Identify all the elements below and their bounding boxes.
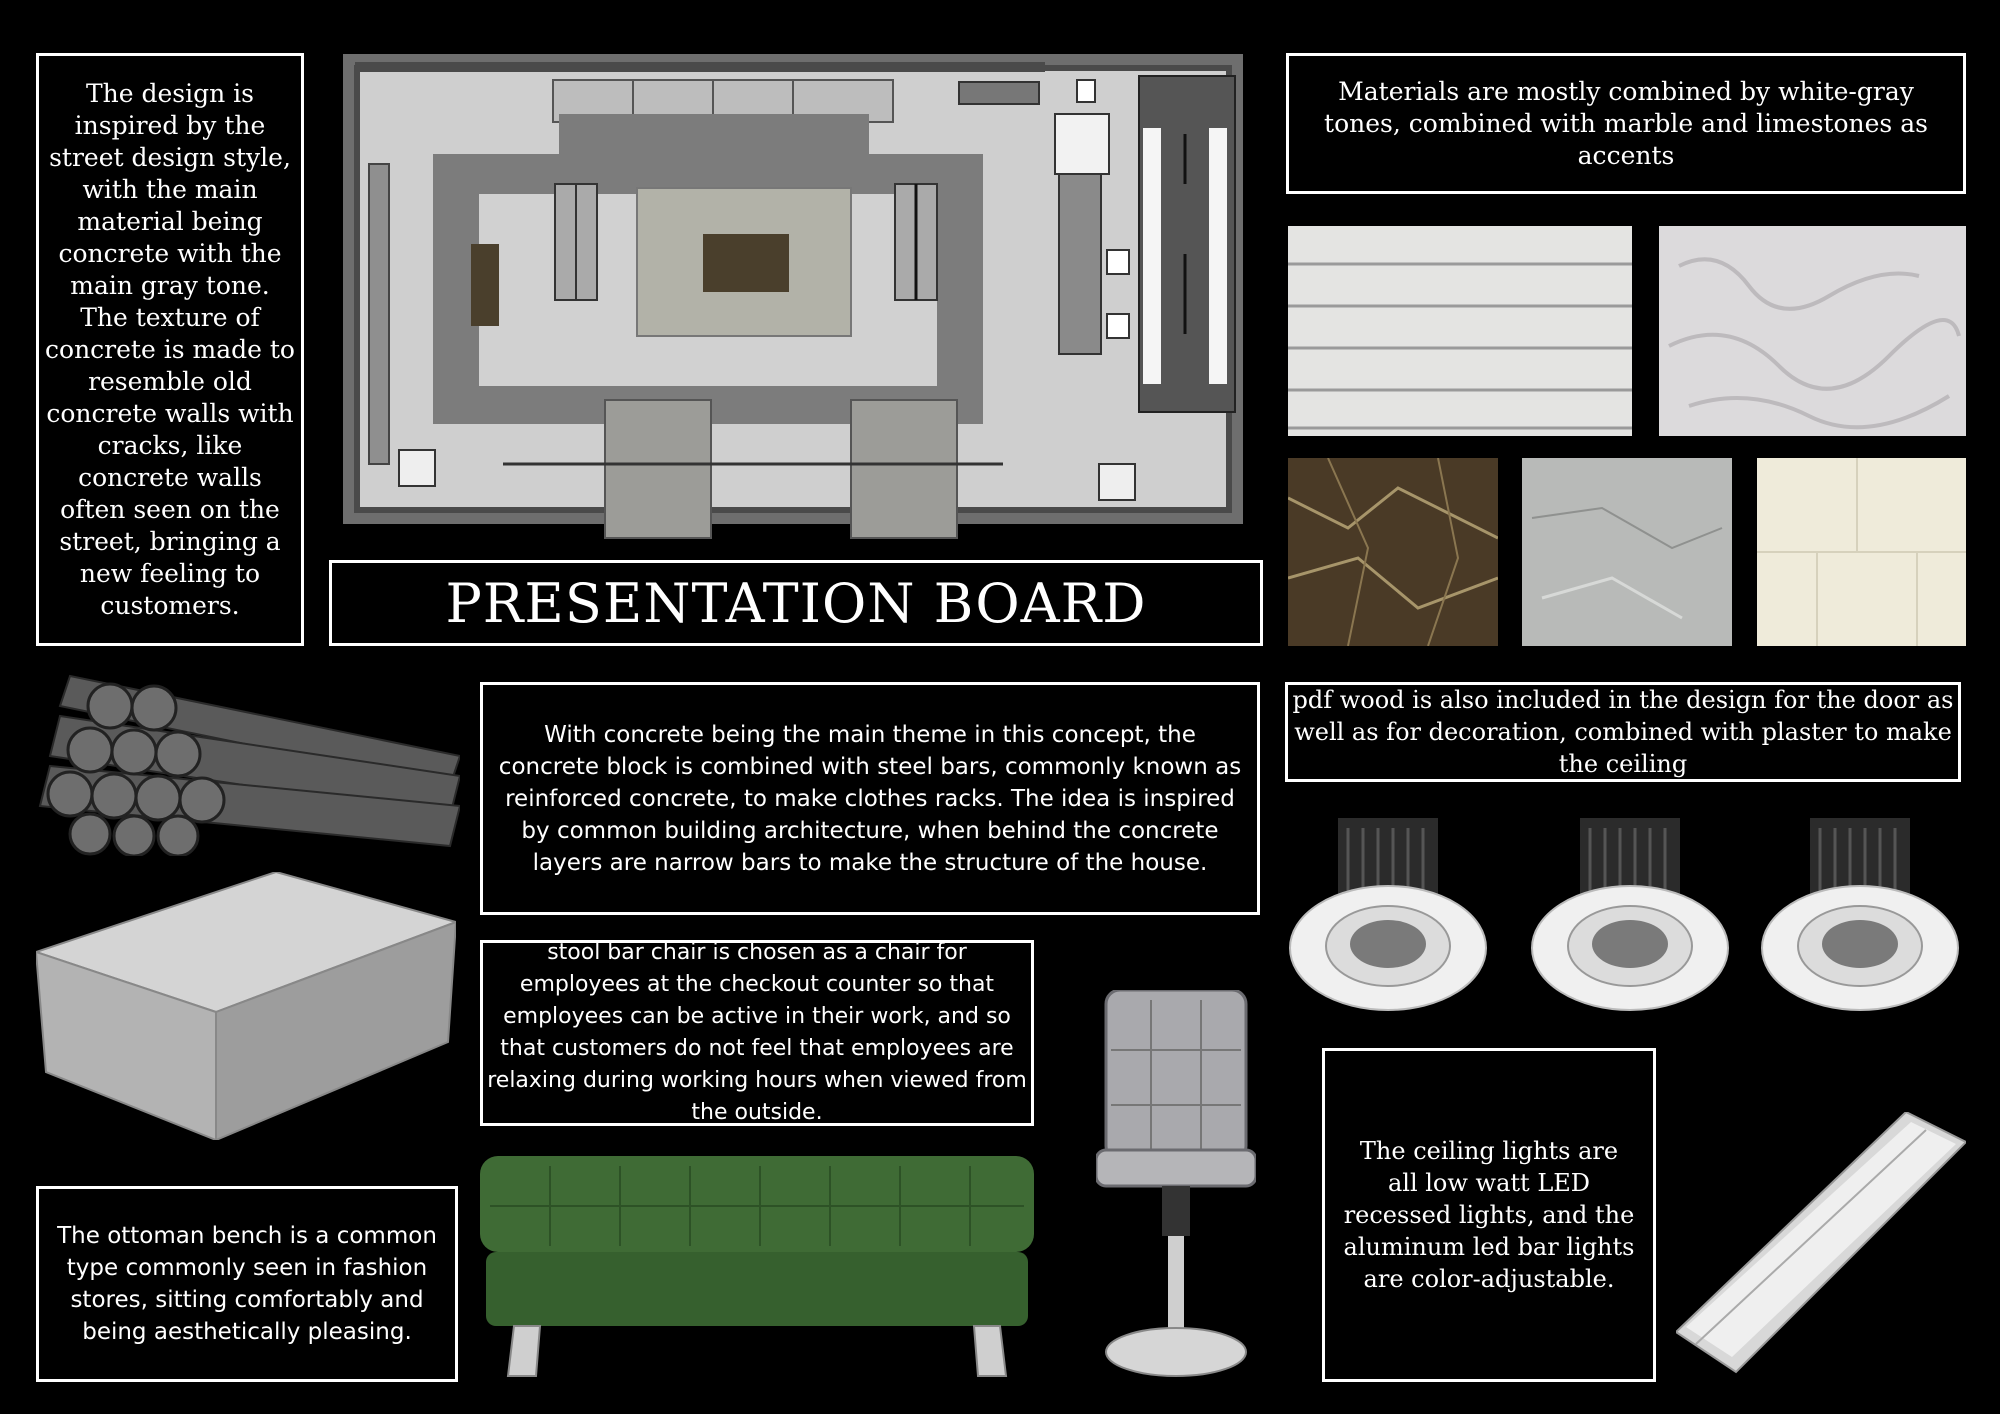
materials-text: Materials are mostly combined by white-gray tones, combined with marble and limestones as accents	[1324, 76, 1928, 170]
stool-chair-box	[480, 940, 1034, 1126]
plaster-swatch	[1659, 226, 1966, 436]
page-title: PRESENTATION BOARD	[445, 571, 1147, 635]
recessed-light-1	[1288, 818, 1488, 1018]
design-inspiration-box	[36, 53, 304, 646]
concrete-theme-box	[480, 682, 1260, 915]
ottoman-bench-image	[480, 1156, 1034, 1382]
ceiling-lights-box	[1322, 1048, 1656, 1382]
ottoman-box	[36, 1186, 458, 1382]
wood-swatch	[1288, 226, 1632, 436]
pdf-wood-box	[1285, 682, 1961, 782]
title-box	[329, 560, 1263, 646]
pdf-wood-text: pdf wood is also included in the design for the door as well as for decoration, combined with plaster to make the ceiling	[1292, 686, 1954, 778]
recessed-light-2	[1530, 818, 1730, 1018]
materials-box	[1286, 53, 1966, 194]
concrete-theme-text: With concrete being the main theme in this concept, the concrete block is combined with steel bars, commonly known as reinforced concrete, to make clothes racks. The idea is inspired by common building architecture, when behind the concrete layers are narrow bars to make the structure of the house.	[498, 721, 1242, 876]
led-bar-image	[1676, 1112, 1966, 1382]
ceiling-lights-text: The ceiling lights are all low watt LED recessed lights, and the aluminum led bar lights are color-adjustable.	[1343, 1137, 1635, 1293]
steel-bars-image	[30, 666, 460, 856]
recessed-light-3	[1760, 818, 1960, 1018]
limestone-swatch	[1757, 458, 1966, 646]
floor-plan	[343, 54, 1243, 544]
concrete-block-image	[36, 872, 456, 1140]
marble-swatch	[1288, 458, 1498, 646]
stool-chair-text: stool bar chair is chosen as a chair for employees at the checkout counter so that employees can be active in their work, and so that customers do not feel that employees are relaxing during working hours when viewed from the outside.	[487, 940, 1027, 1125]
ottoman-text: The ottoman bench is a common type commonly seen in fashion stores, sitting comfortably and being aesthetically pleasing.	[57, 1223, 437, 1345]
stool-chair-image	[1096, 990, 1256, 1382]
design-inspiration-text: The design is inspired by the street design style, with the main material being concrete with the main gray tone. The texture of concrete is made to resemble old concrete walls with cracks, like concrete walls often seen on the street, bringing a new feeling to customers.	[45, 78, 295, 620]
concrete-swatch	[1522, 458, 1732, 646]
